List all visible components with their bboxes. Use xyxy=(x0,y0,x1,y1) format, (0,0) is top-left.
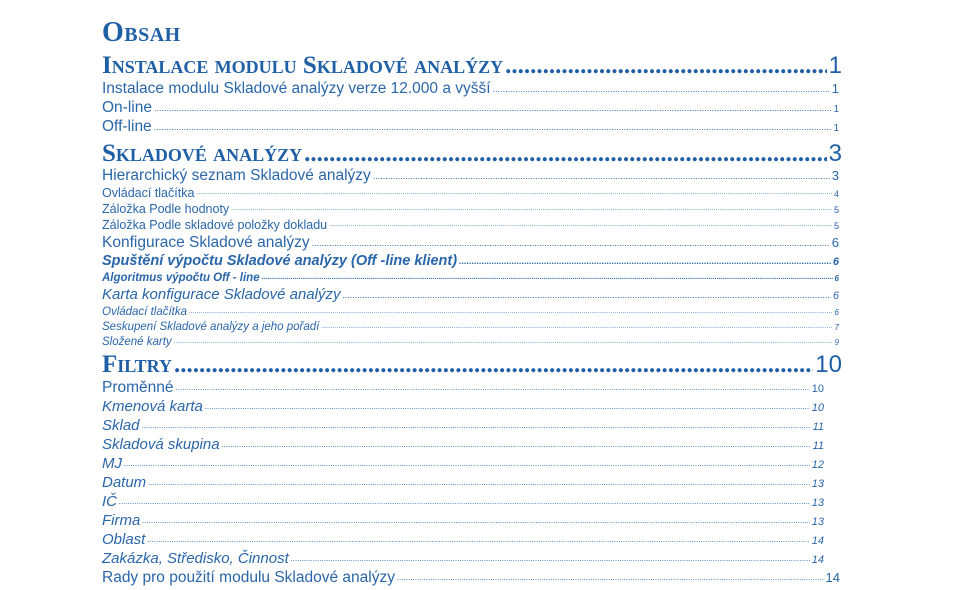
toc-entry-label: Záložka Podle skladové položky dokladu xyxy=(102,218,328,232)
toc-entry-label: Algoritmus výpočtu Off - line xyxy=(102,272,260,284)
toc-entry-page: 6 xyxy=(832,290,839,302)
toc-entry[interactable] xyxy=(102,270,839,286)
toc-entry[interactable] xyxy=(102,167,839,185)
toc-entry-label: Spuštění výpočtu Skladové analýzy (Off -line klient) xyxy=(102,253,458,269)
toc-leader xyxy=(222,436,811,454)
toc-entry[interactable] xyxy=(102,319,839,335)
toc-entry[interactable] xyxy=(102,436,824,454)
toc-leader xyxy=(373,167,830,185)
toc-leader xyxy=(262,270,833,286)
toc-entry-page: 6 xyxy=(832,256,839,268)
toc-entry-label: Zakázka, Středisko, Činnost xyxy=(102,550,289,567)
toc-entry[interactable] xyxy=(102,141,842,167)
toc-entry-label: Instalace modulu Skladové analýzy verze 12.000 a vyšší xyxy=(102,80,491,97)
toc-leader xyxy=(459,252,831,270)
toc-entry-label: Hierarchický seznam Skladové analýzy xyxy=(102,167,371,184)
toc-entry-page: 14 xyxy=(811,535,824,547)
toc-entry-page: 11 xyxy=(812,440,824,452)
toc-leader xyxy=(304,141,826,167)
toc-entry-label: Instalace modulu Skladové analýzy xyxy=(102,52,504,79)
toc-entry[interactable] xyxy=(102,493,824,511)
toc-leader xyxy=(196,185,832,201)
toc-entry-page: 13 xyxy=(811,478,824,490)
toc-entry-label: Záložka Podle hodnoty xyxy=(102,202,230,216)
toc-entry-page: 9 xyxy=(834,338,839,347)
toc-entry-page: 6 xyxy=(834,308,839,317)
toc-leader xyxy=(342,286,830,304)
toc-entry-page: 3 xyxy=(828,140,842,167)
toc-leader xyxy=(154,118,832,136)
toc-leader xyxy=(493,80,830,98)
toc-entry-page: 14 xyxy=(811,554,824,566)
toc-entry-label: MJ xyxy=(102,455,122,472)
toc-leader xyxy=(142,512,809,530)
toc-entry-page: 11 xyxy=(812,421,824,433)
toc-entry-label: Sklad xyxy=(102,417,140,434)
toc-entry[interactable] xyxy=(102,80,839,98)
toc-leader xyxy=(154,99,831,117)
toc-entry[interactable] xyxy=(102,99,839,117)
toc-entry[interactable] xyxy=(102,531,824,549)
toc-entry[interactable] xyxy=(102,352,842,378)
toc-entry-label: Seskupení Skladové analýzy a jeho pořadí xyxy=(102,321,320,333)
toc-leader xyxy=(205,398,810,416)
toc-entry[interactable] xyxy=(102,512,824,530)
toc-entry[interactable] xyxy=(102,53,842,79)
toc-entry[interactable] xyxy=(102,550,824,568)
toc-entry-label: Oblast xyxy=(102,531,146,548)
toc-entry[interactable] xyxy=(102,234,839,252)
toc-entry-label: Složené karty xyxy=(102,336,172,348)
toc-entry-page: 5 xyxy=(833,221,839,231)
toc-entry-page: 1 xyxy=(831,81,839,96)
toc-entry-label: Ovládací tlačítka xyxy=(102,306,188,318)
toc-entry[interactable] xyxy=(102,217,839,233)
toc-leader xyxy=(119,493,810,511)
toc-entry-page: 6 xyxy=(831,235,839,250)
toc-entry-page: 5 xyxy=(833,205,839,215)
toc-entry-page: 4 xyxy=(833,189,839,199)
toc-entry-page: 1 xyxy=(828,52,842,79)
toc-leader xyxy=(189,304,833,320)
toc-entry-page: 3 xyxy=(831,168,839,183)
toc-entry[interactable] xyxy=(102,118,839,136)
toc-entry[interactable] xyxy=(102,334,839,350)
toc-entry[interactable] xyxy=(102,185,839,201)
toc-leader xyxy=(397,569,824,587)
toc-entry[interactable] xyxy=(102,379,824,397)
toc-leader xyxy=(321,319,832,335)
toc-entry[interactable] xyxy=(102,252,839,270)
toc-entry-page: 10 xyxy=(811,402,824,414)
toc-entry-page: 14 xyxy=(825,570,840,585)
toc-leader xyxy=(148,474,810,492)
toc-entry[interactable] xyxy=(102,398,824,416)
toc-entry-label: Skladové analýzy xyxy=(102,140,303,167)
toc-leader xyxy=(142,417,811,435)
toc-entry-label: Proměnné xyxy=(102,379,174,396)
toc-entry-page: 13 xyxy=(811,497,824,509)
toc-entry-page: 12 xyxy=(811,459,824,471)
toc-leader xyxy=(505,53,827,79)
toc-entry-label: On-line xyxy=(102,99,152,116)
toc-entry[interactable] xyxy=(102,417,824,435)
toc-entry-label: Kmenová karta xyxy=(102,398,203,415)
toc-entry-page: 1 xyxy=(833,104,839,115)
toc-leader xyxy=(174,334,833,350)
toc-leader xyxy=(174,352,813,378)
toc-entry-label: Skladová skupina xyxy=(102,436,220,453)
toc-entry-label: Rady pro použití modulu Skladové analýzy xyxy=(102,569,395,586)
toc-entry-label: Konfigurace Skladové analýzy xyxy=(102,234,310,251)
toc-entry-label: Ovládací tlačítka xyxy=(102,186,195,200)
toc-entry-label: Karta konfigurace Skladové analýzy xyxy=(102,286,341,303)
toc-entry-label: Filtry xyxy=(102,351,173,378)
toc-heading: Obsah xyxy=(102,17,181,48)
toc-leader xyxy=(312,234,830,252)
toc-leader xyxy=(231,201,832,217)
toc-entry[interactable] xyxy=(102,474,824,492)
toc-entry[interactable] xyxy=(102,569,840,587)
toc-entry-page: 7 xyxy=(834,323,839,332)
toc-leader xyxy=(176,379,810,397)
toc-leader xyxy=(124,455,810,473)
toc-entry-label: Off-line xyxy=(102,118,152,135)
toc-entry-page: 10 xyxy=(815,351,842,378)
toc-entry-label: Datum xyxy=(102,474,147,491)
toc-leader xyxy=(329,217,832,233)
toc-entry-page: 6 xyxy=(834,274,839,283)
toc-entry[interactable] xyxy=(102,201,839,217)
toc-leader xyxy=(147,531,809,549)
toc-entry[interactable] xyxy=(102,304,839,320)
toc-entry-page: 13 xyxy=(811,516,824,528)
toc-entry-page: 10 xyxy=(811,383,824,395)
toc-entry-label: Firma xyxy=(102,512,141,529)
toc-entry-label: IČ xyxy=(102,493,117,510)
toc-entry-page: 1 xyxy=(833,123,839,134)
toc-entry[interactable] xyxy=(102,286,839,304)
toc-leader xyxy=(291,550,810,568)
toc-entry[interactable] xyxy=(102,455,824,473)
